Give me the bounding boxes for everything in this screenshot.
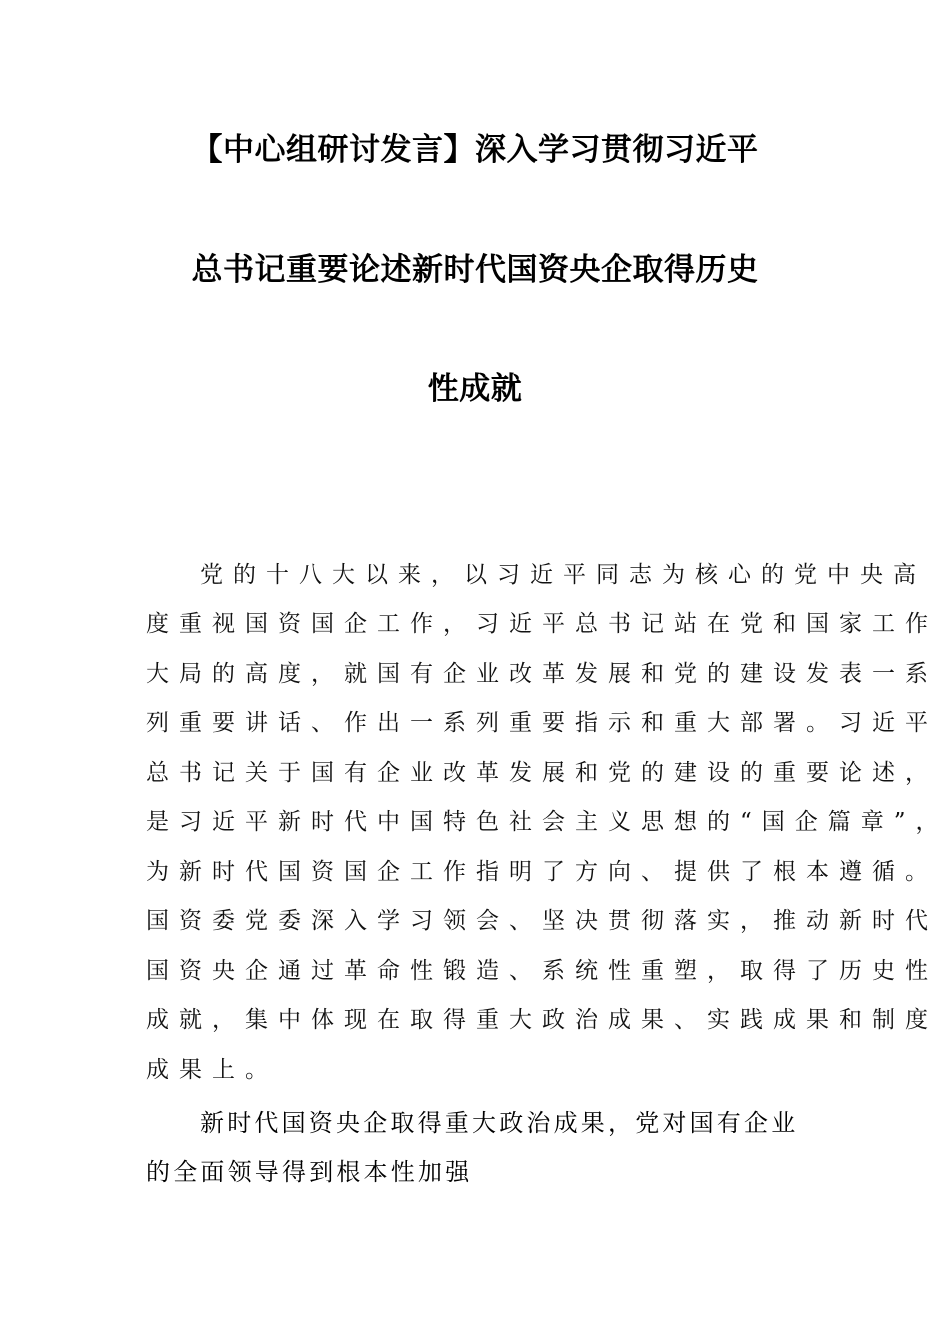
body-line-4: 列重要讲话、作出一系列重要指示和重大部署。习近平 bbox=[146, 710, 938, 736]
subheading-line-2: 的全面领导得到根本性加强 bbox=[146, 1158, 473, 1186]
body-line-8: 国资委党委深入学习领会、坚决贯彻落实，推动新时代 bbox=[146, 908, 938, 934]
body-line-2: 度重视国资国企工作，习近平总书记站在党和国家工作 bbox=[146, 611, 938, 637]
body-line-9: 国资央企通过革命性锻造、系统性重塑，取得了历史性 bbox=[146, 958, 938, 984]
document-title-line-3: 性成就 bbox=[427, 371, 523, 407]
body-line-11: 成果上。 bbox=[146, 1057, 278, 1083]
body-line-7: 为新时代国资国企工作指明了方向、提供了根本遵循。 bbox=[146, 859, 938, 885]
document-title-line-1: 【中心组研讨发言】深入学习贯彻习近平 bbox=[191, 132, 759, 168]
subheading-line-1: 新时代国资央企取得重大政治成果，党对国有企业 bbox=[200, 1109, 799, 1137]
body-line-1: 党的十八大以来，以习近平同志为核心的党中央高 bbox=[200, 562, 926, 588]
body-line-3: 大局的高度，就国有企业改革发展和党的建设发表一系 bbox=[146, 661, 938, 687]
body-line-10: 成就，集中体现在取得重大政治成果、实践成果和制度 bbox=[146, 1007, 938, 1033]
document-title-line-2: 总书记重要论述新时代国资央企取得历史 bbox=[191, 252, 759, 288]
body-line-5: 总书记关于国有企业改革发展和党的建设的重要论述， bbox=[146, 760, 938, 786]
body-line-6: 是习近平新时代中国特色社会主义思想的“国企篇章”， bbox=[146, 809, 949, 835]
